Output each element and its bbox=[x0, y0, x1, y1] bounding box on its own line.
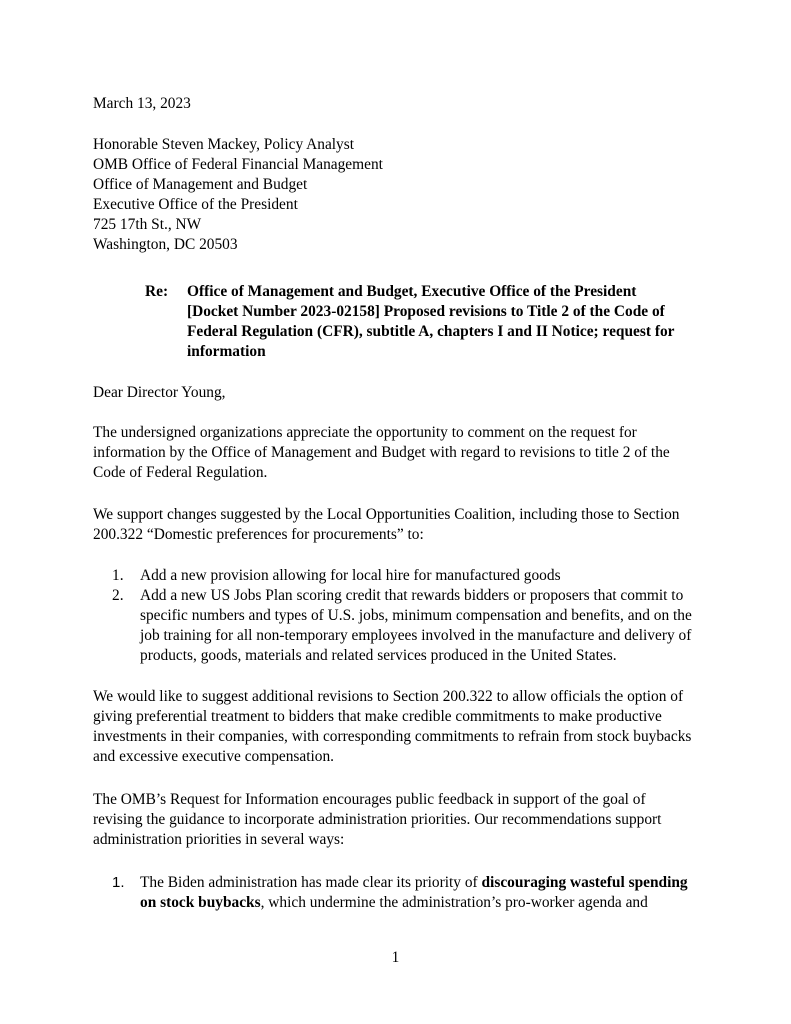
address-line: Executive Office of the President bbox=[93, 196, 298, 213]
re-subject-line: [Docket Number 2023-02158] Proposed revisions to Title 2 of the Code of bbox=[187, 303, 665, 320]
paragraph-priorities bbox=[93, 790, 703, 850]
paragraph-line: investments in their companies, with corresponding commitments to refrain from stock buybacks bbox=[93, 728, 692, 745]
list-item bbox=[93, 586, 713, 666]
paragraph-line: information by the Office of Management and Budget with regard to revisions to title 2 of the bbox=[93, 444, 670, 461]
paragraph-support bbox=[93, 505, 703, 545]
paragraph-line: The OMB’s Request for Information encourages public feedback in support of the goal of bbox=[93, 791, 646, 808]
priorities-list bbox=[93, 873, 713, 913]
date-text: March 13, 2023 bbox=[93, 95, 191, 112]
salutation-text: Dear Director Young, bbox=[93, 384, 226, 401]
list-item-number: 1. bbox=[112, 874, 125, 891]
address-line: 725 17th St., NW bbox=[93, 216, 202, 233]
list-item bbox=[93, 566, 713, 586]
list-item-line: Add a new provision allowing for local hire for manufactured goods bbox=[140, 567, 561, 584]
re-subject-line: Federal Regulation (CFR), subtitle A, chapters I and II Notice; request for bbox=[187, 323, 675, 340]
paragraph-intro bbox=[93, 423, 703, 483]
recipient-address bbox=[93, 135, 703, 255]
list-emphasis: on stock buybacks bbox=[140, 894, 261, 911]
salutation bbox=[93, 383, 703, 403]
list-item-number: 1. bbox=[112, 567, 124, 584]
paragraph-line: and excessive executive compensation. bbox=[93, 748, 335, 765]
letter-date bbox=[93, 94, 703, 114]
paragraph-line: The undersigned organizations appreciate the opportunity to comment on the request for bbox=[93, 424, 637, 441]
paragraph-line: 200.322 “Domestic preferences for procurements” to: bbox=[93, 526, 424, 543]
address-line: Honorable Steven Mackey, Policy Analyst bbox=[93, 136, 355, 153]
list-item-line: Add a new US Jobs Plan scoring credit that rewards bidders or proposers that commit to bbox=[140, 587, 684, 604]
paragraph-line: giving preferential treatment to bidders that make credible commitments to make productive bbox=[93, 708, 662, 725]
re-subject bbox=[187, 282, 707, 362]
list-item-line: specific numbers and types of U.S. jobs, minimum compensation and benefits, and on the bbox=[140, 607, 692, 624]
list-text: The Biden administration has made clear its priority of bbox=[140, 874, 482, 891]
list-text: , which undermine the administration’s pro-worker agenda and bbox=[260, 894, 648, 911]
page-number: 1 bbox=[391, 949, 400, 966]
paragraph-line: revising the guidance to incorporate administration priorities. Our recommendations support bbox=[93, 811, 662, 828]
paragraph-line: Code of Federal Regulation. bbox=[93, 464, 268, 481]
paragraph-line: administration priorities in several ways: bbox=[93, 831, 345, 848]
paragraph-line: We would like to suggest additional revisions to Section 200.322 to allow officials the option of bbox=[93, 688, 684, 705]
list-item-line: job training for all non-temporary employees involved in the manufacture and delivery of bbox=[140, 627, 692, 644]
list-item-line: products, goods, materials and related services produced in the United States. bbox=[140, 647, 617, 664]
list-item bbox=[93, 873, 713, 913]
re-subject-line: Office of Management and Budget, Executive Office of the President bbox=[187, 283, 637, 300]
address-line: Washington, DC 20503 bbox=[93, 236, 238, 253]
address-line: Office of Management and Budget bbox=[93, 176, 308, 193]
re-subject-line: information bbox=[187, 343, 266, 360]
paragraph-line: We support changes suggested by the Local Opportunities Coalition, including those to Section bbox=[93, 506, 680, 523]
re-label: Re: bbox=[145, 283, 169, 300]
list-item-line bbox=[140, 893, 713, 913]
address-line: OMB Office of Federal Financial Management bbox=[93, 156, 383, 173]
suggested-changes-list bbox=[93, 566, 713, 666]
list-item-line bbox=[140, 873, 713, 893]
list-emphasis: discouraging wasteful spending bbox=[481, 874, 688, 891]
list-item-number: 2. bbox=[112, 587, 124, 604]
paragraph-revisions bbox=[93, 687, 723, 767]
